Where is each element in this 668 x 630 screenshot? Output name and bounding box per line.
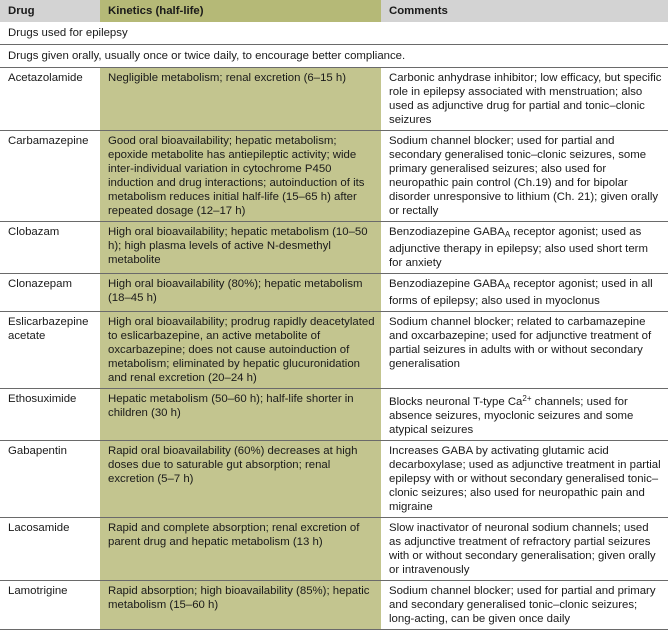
comments-cell: Increases GABA by activating glutamic acid decarboxylase; used as adjunctive treatment in partial epilepsy with or without secondary generalised tonic–clonic seizures; also used for neuropathic pain and migraine	[381, 441, 668, 518]
drug-name: Lamotrigine	[0, 581, 100, 630]
header-drug: Drug	[0, 0, 100, 22]
table-row	[0, 518, 668, 581]
drug-name: Clobazam	[0, 222, 100, 274]
kinetics-cell: Rapid and complete absorption; renal excretion of parent drug and hepatic metabolism (13 h)	[100, 518, 381, 581]
drug-name: Clonazepam	[0, 274, 100, 312]
comments-cell: Sodium channel blocker; related to carbamazepine and oxcarbazepine; used for adjunctive treatment of partial seizures in adults with or without secondary generalisation	[381, 312, 668, 389]
comments-cell	[381, 222, 668, 274]
table-row	[0, 312, 668, 389]
comments-text: channels; used for absence seizures, myoclonic seizures and some atypical seizures	[389, 396, 634, 436]
subscript: A	[504, 230, 511, 239]
table-row	[0, 131, 668, 222]
comments-text: Benzodiazepine GABA	[389, 278, 505, 290]
superscript: 2+	[522, 394, 532, 403]
kinetics-cell: Rapid oral bioavailability (60%) decreases at high doses due to saturable gut absorption; renal excretion (5–7 h)	[100, 441, 381, 518]
kinetics-cell: High oral bioavailability; prodrug rapidly deacetylated to eslicarbazepine, an active metabolite of oxcarbazepine; does not cause autoinduction of metabolism; eliminated by hepatic glucuronidation and renal excretion (20–24 h)	[100, 312, 381, 389]
drug-name: Acetazolamide	[0, 68, 100, 131]
comments-cell	[381, 389, 668, 441]
table-row	[0, 581, 668, 630]
table-row	[0, 68, 668, 131]
section-note: Drugs given orally, usually once or twice daily, to encourage better compliance.	[0, 45, 668, 68]
kinetics-cell: High oral bioavailability (80%); hepatic metabolism (18–45 h)	[100, 274, 381, 312]
table-row	[0, 389, 668, 441]
comments-text: receptor agonist; used in all forms of epilepsy; also used in myoclonus	[389, 278, 653, 307]
drug-name: Ethosuximide	[0, 389, 100, 441]
comments-text: receptor agonist; used as adjunctive therapy in epilepsy; also used short term for anxiety	[389, 226, 648, 269]
kinetics-cell: Hepatic metabolism (50–60 h); half-life shorter in children (30 h)	[100, 389, 381, 441]
comments-text: Blocks neuronal T-type Ca	[389, 396, 523, 408]
comments-cell	[381, 274, 668, 312]
kinetics-cell: Good oral bioavailability; hepatic metabolism; epoxide metabolite has antiepileptic activity; wide inter-individual variation in cytochrome P450 induction and drug interactions; autoinduction of its metabolism reduces initial half-life (15–65 h) after repeated dosage (12–17 h)	[100, 131, 381, 222]
section-title: Drugs used for epilepsy	[0, 22, 668, 45]
comments-cell: Slow inactivator of neuronal sodium channels; used as adjunctive treatment of refractory partial seizures with or without secondary generalisation; given orally or intravenously	[381, 518, 668, 581]
kinetics-cell: Rapid absorption; high bioavailability (85%); hepatic metabolism (15–60 h)	[100, 581, 381, 630]
kinetics-cell: High oral bioavailability; hepatic metabolism (10–50 h); high plasma levels of active N-desmethyl metabolite	[100, 222, 381, 274]
comments-cell: Sodium channel blocker; used for partial and primary and secondary generalised tonic–clonic seizures; long-acting, can be given once daily	[381, 581, 668, 630]
header-kinetics: Kinetics (half-life)	[100, 0, 381, 22]
section-note-row	[0, 45, 668, 68]
comments-cell: Carbonic anhydrase inhibitor; low efficacy, but specific role in epilepsy associated with menstruation; also used as adjunctive drug for partial and tonic–clonic seizures	[381, 68, 668, 131]
section-row	[0, 22, 668, 45]
comments-text: Benzodiazepine GABA	[389, 226, 505, 238]
table-row	[0, 441, 668, 518]
drug-name: Gabapentin	[0, 441, 100, 518]
kinetics-cell: Negligible metabolism; renal excretion (6–15 h)	[100, 68, 381, 131]
drug-name: Eslicarbazepine acetate	[0, 312, 100, 389]
comments-cell: Sodium channel blocker; used for partial and secondary generalised tonic–clonic seizures, some primary generalised seizures; also used for neuropathic pain control (Ch.19) and for bipolar disorder unresponsive to lithium (Ch. 21); given orally or rectally	[381, 131, 668, 222]
header-comments: Comments	[381, 0, 668, 22]
subscript: A	[504, 282, 511, 291]
drug-name: Lacosamide	[0, 518, 100, 581]
table-row	[0, 274, 668, 312]
table-row	[0, 222, 668, 274]
header-row	[0, 0, 668, 22]
drug-name: Carbamazepine	[0, 131, 100, 222]
